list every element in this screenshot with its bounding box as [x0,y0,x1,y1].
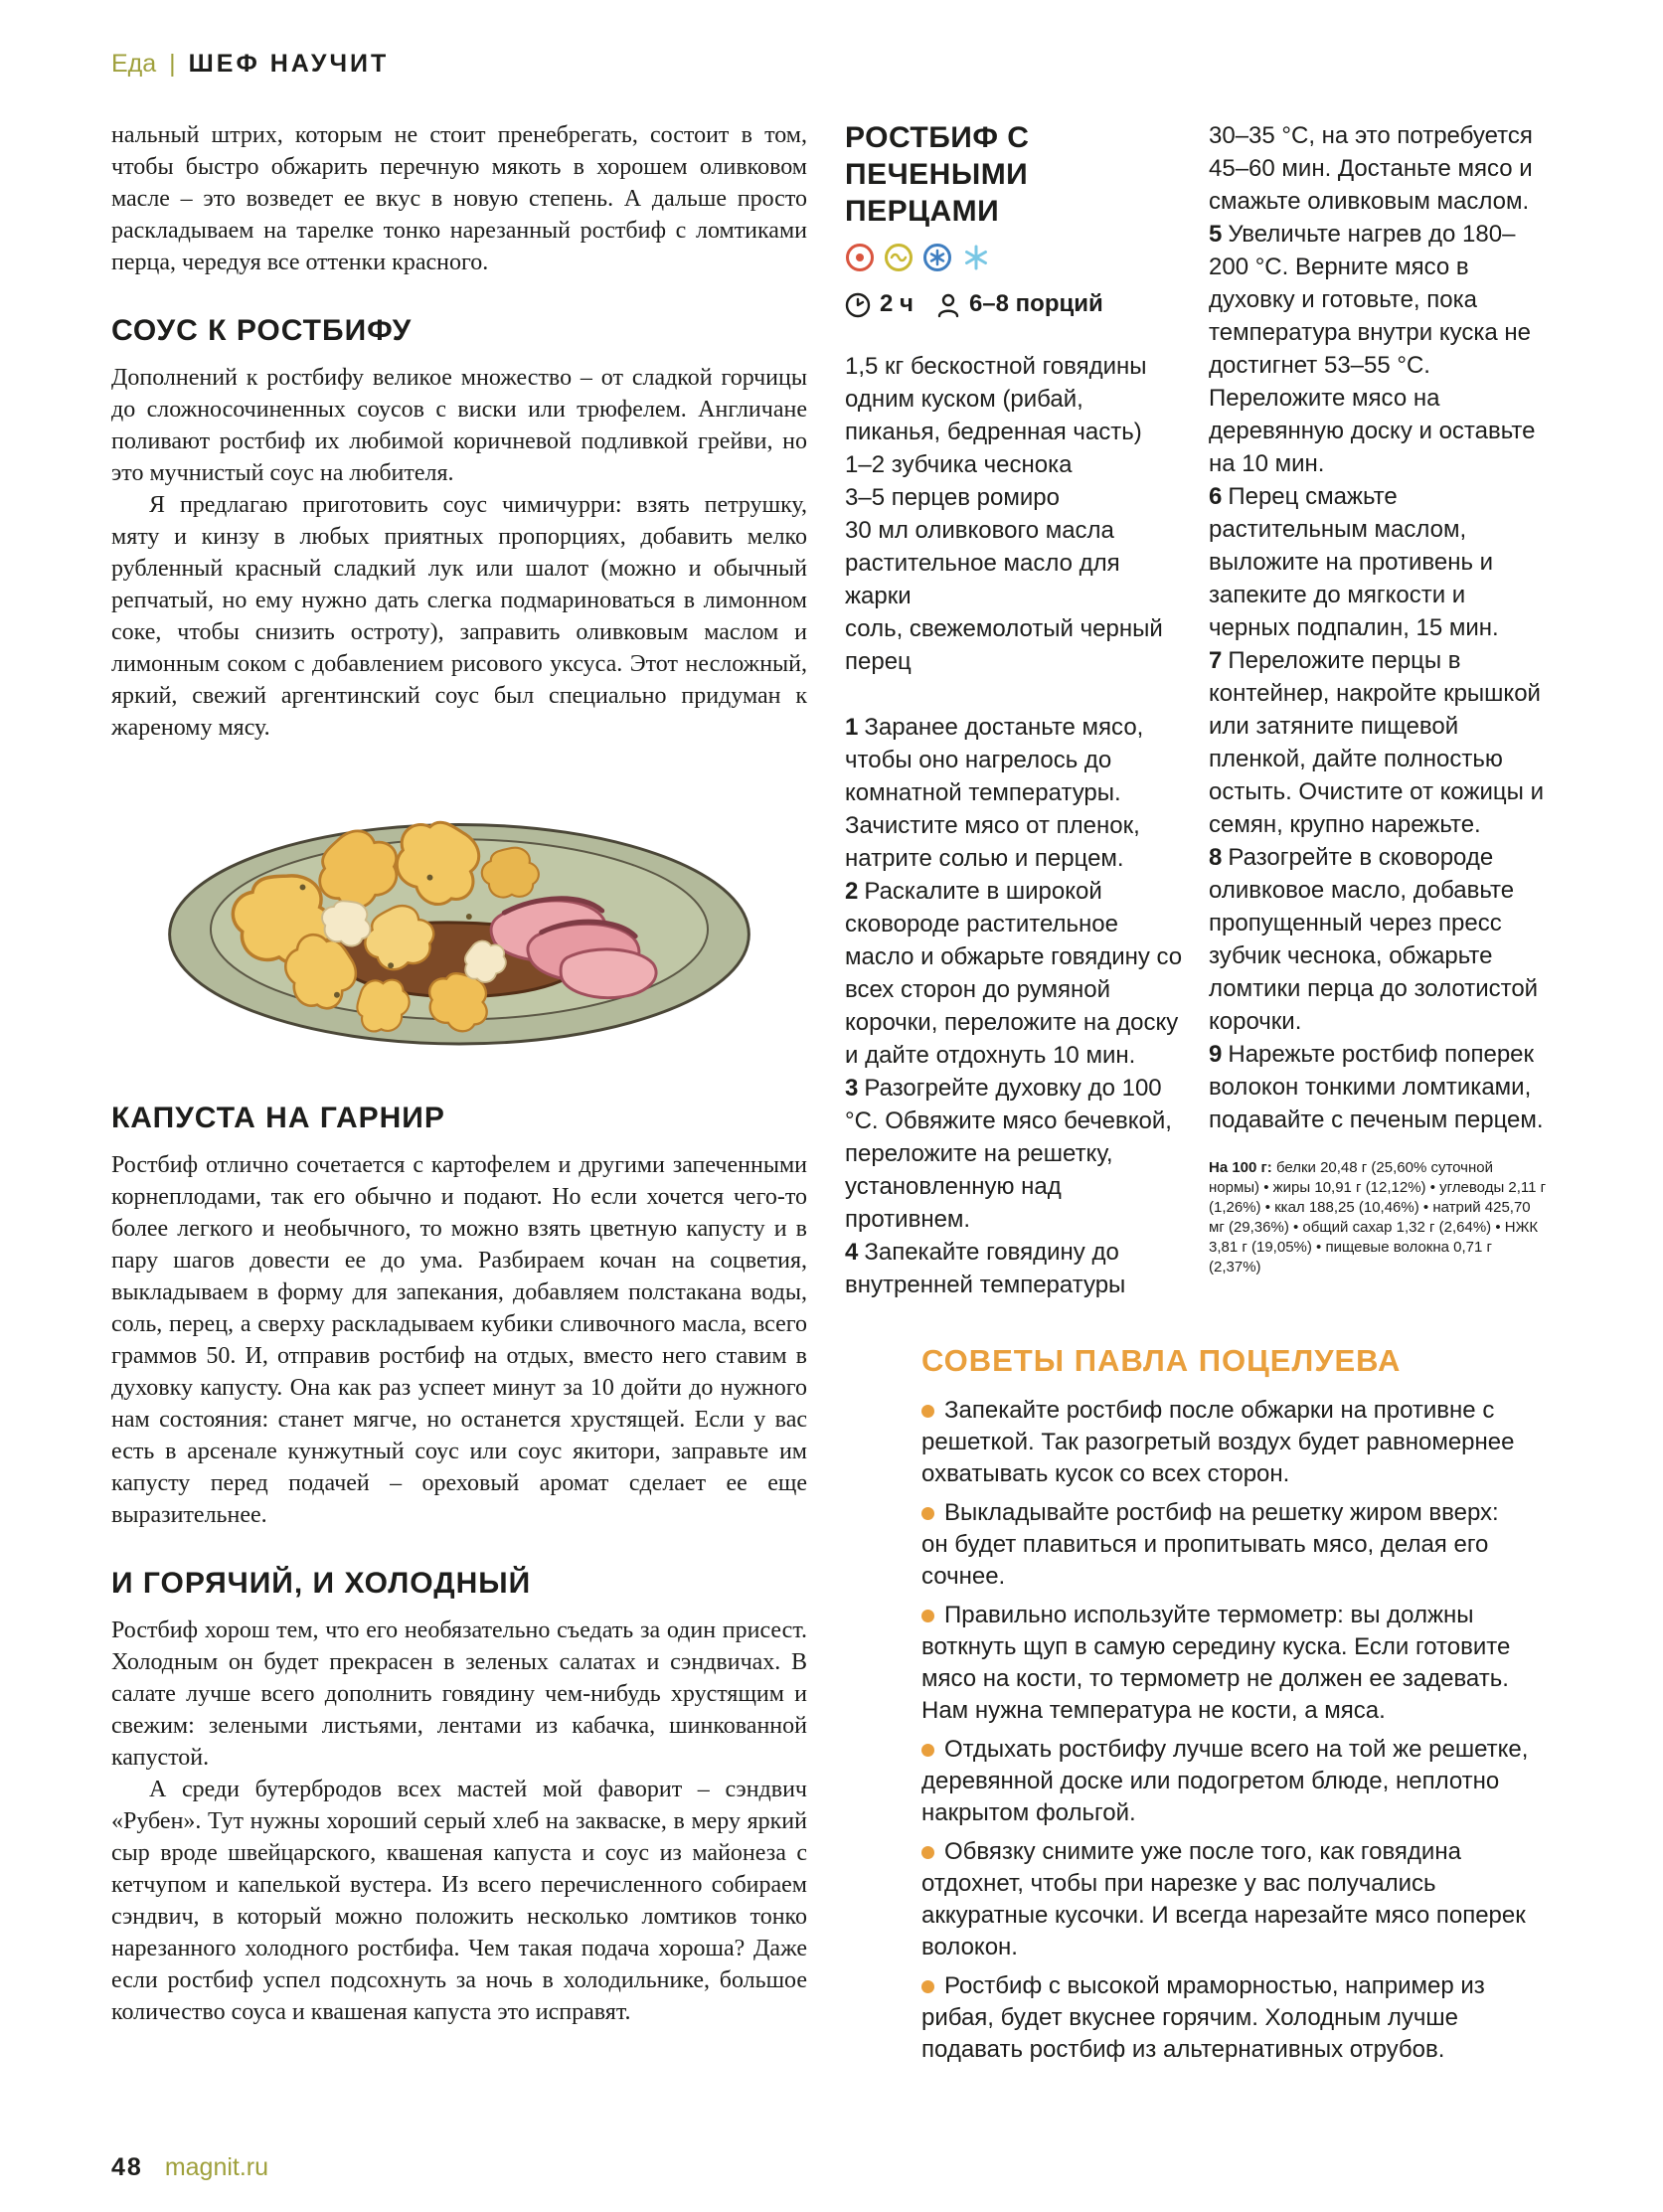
bullet-icon [921,1980,934,1993]
step-text: Заранее достаньте мясо, чтобы оно нагрелось до комнатной температуры. Зачистите мясо от пленок, натрите солью и перцем. [845,714,1144,872]
time-value: 2 ч [880,290,914,317]
attribute-icon-3 [922,243,952,272]
recipe-step [1209,480,1547,644]
intro-paragraph: нальный штрих, которым не стоит пренебрегать, состоит в том, чтобы быстро обжарить перечную мякоть в хорошем оливковом масле – это возведет ее вкус в новую степень. А дальше просто раскладываем на тарелке тонко нарезанный ростбиф с ломтиками перца, чередуя все оттенки красного. [111,122,807,275]
recipe-region [845,119,1547,2073]
hot-cold-paragraph-1: Ростбиф хорош тем, что его необязательно съедать за один присест. Холодным он будет прекрасен в зеленых салатах и сэндвичах. В салате лучше всего дополнить говядину чем-нибудь хрустящим и свежим: зелеными листьями, лентами из кабачка, шинкованной капустой. [111,1617,807,1771]
bullet-icon [921,1405,934,1418]
tip-text: Правильно используйте термометр: вы должны воткнуть щуп в самую середину куска. Если готовите мясо на кости, то термометр не должен ее задевать. Нам нужна температура не кости, а мяса. [921,1602,1511,1724]
bullet-icon [921,1846,934,1859]
ingredient-item: соль, свежемолотый черный перец [845,615,1163,675]
recipe-grid [845,119,1547,1301]
bullet-icon [921,1744,934,1757]
step-number: 8 [1209,844,1223,871]
tip-item [921,1734,1529,1829]
step-number: 6 [1209,483,1223,510]
recipe-attribute-icons [845,243,1183,272]
recipe-column-2 [1209,119,1547,1301]
feature-column [111,119,807,2073]
tip-item [921,1970,1529,2066]
sauce-paragraph-2: Я предлагаю приготовить соус чимичурри: взять петрушку, мяту и кинзу в любых приятных пропорциях, добавить мелко рубленный красный сладкий лук или шалот (можно и обычный репчатый, но ему нужно дать слегка подмариноваться в лимонном соке, чтобы снизить остроту), заправить оливковым маслом и лимонным соком с добавлением рисового уксуса. Этот несложный, яркий, свежий аргентинский соус был специально придуман к жареному мясу. [111,492,807,741]
snowflake-icon [961,243,991,272]
ingredient-item: 1–2 зубчика чеснока [845,451,1073,478]
recipe-title: РОСТБИФ С ПЕЧЕНЫМИ ПЕРЦАМИ [845,121,1030,228]
ingredient-item: 3–5 перцев ромиро [845,484,1060,511]
recipe-column-1 [845,119,1183,1301]
step-text: Раскалите в широкой сковороде растительное масло и обжарьте говядину со всех сторон до румяной корочки, переложите на доску и дайте отдохнуть 10 мин. [845,878,1183,1069]
step-text: Перец смажьте растительным маслом, выложите на противень и запеките до мягкости и черных подпалин, 15 мин. [1209,483,1499,641]
step-text: Нарежьте ростбиф поперек волокон тонкими ломтиками, подавайте с печеным перцем. [1209,1041,1544,1133]
tip-text: Запекайте ростбиф после обжарки на противне с решеткой. Так разогретый воздух будет равномернее охватывать кусок со всех сторон. [921,1397,1515,1487]
tip-text: Обвязку снимите уже после того, как говядина отдохнет, чтобы при нарезке у вас получались аккуратные кусочки. И всегда нарезайте мясо поперек волокон. [921,1838,1526,1960]
sauce-paragraph-1: Дополнений к ростбифу великое множество – от сладкой горчицы до сложносочиненных соусов с виски или трюфелем. Англичане поливают ростбиф их любимой коричневой подливкой грейви, но это мучнистый соус на любителя. [111,365,807,486]
tips-heading: СОВЕТЫ ПАВЛА ПОЦЕЛУЕВА [921,1343,1402,1378]
tip-item [921,1836,1529,1963]
step-text: Переложите перцы в контейнер, накройте крышкой или затяните пищевой пленкой, дайте полностью остыть. Очистите от кожицы и семян, крупно нарежьте. [1209,647,1544,838]
step-number: 7 [1209,647,1223,674]
clock-icon [845,287,871,320]
recipe-step [845,1236,1183,1301]
site-label: magnit.ru [164,2153,269,2181]
attribute-icon-1 [845,243,875,272]
steps-column-1 [845,711,1183,1301]
step-number: 5 [1209,221,1223,248]
tip-text: Выкладывайте ростбиф на решетку жиром вверх: он будет плавиться и пропитывать мясо, делая его сочнее. [921,1499,1499,1590]
step-number: 4 [845,1239,859,1266]
tips-section [921,1343,1547,2066]
page-header [111,50,389,79]
step-number: 9 [1209,1041,1223,1068]
bullet-icon [921,1507,934,1520]
tip-text: Отдыхать ростбифу лучше всего на той же решетке, деревянной доске или подогретом блюде, неплотно накрытом фольгой. [921,1736,1529,1826]
roast-beef-plate-illustration [111,767,807,1066]
rubric-label: Еда [111,50,157,78]
recipe-meta [845,287,1183,320]
ingredients-list [845,350,1183,678]
cabbage-paragraph: Ростбиф отлично сочетается с картофелем и другими запеченными корнеплодами, так его обычно и подают. Но если хочется чего-то более легкого и необычного, то можно взять цветную капусту и в пару шагов довести ее до ума. Разбираем кочан на соцветия, выкладываем в форму для запекания, добавляем полстакана воды, соль, перец, а сверху раскладываем кубики сливочного масла, всего граммов 50. И, отправив ростбиф на отдых, вместо него ставим в духовку капусту. Она как раз успеет минут за 10 дойти до нужного нам состояния: станет мягче, но останется хрустящей. Если у вас есть в арсенале кунжутный соус или соус якитори, заправьте им капусту перед подачей – ореховый аромат сделает ее еще выразительнее. [111,1152,807,1528]
nutrition-info [1209,1158,1547,1277]
step-text: Разогрейте в сковороде оливковое масло, добавьте пропущенный через пресс зубчик чеснока, обжарьте ломтики перца до золотистой корочки. [1209,844,1539,1035]
ingredient-item: 1,5 кг бескостной говядины одним куском (рибай, пиканья, бедренная часть) [845,353,1147,445]
ingredient-item: растительное масло для жарки [845,550,1120,609]
page-number: 48 [111,2153,143,2181]
attribute-icon-2 [884,243,914,272]
tip-item [921,1497,1529,1593]
step-text: 30–35 °C, на это потребуется 45–60 мин. Достаньте мясо и смажьте оливковым маслом. [1209,122,1533,215]
plate-illustration-svg [146,767,772,1066]
steps-column-2 [1209,119,1547,1136]
nutrition-text: белки 20,48 г (25,60% суточной нормы) • жиры 10,91 г (12,12%) • углеводы 2,11 г (1,26%) • ккал 188,25 (10,46%) • натрий 425,70 мг (29,36%) • общий сахар 1,32 г (2,64%) • НЖК 3,81 г (19,05%) • пищевые волокна 0,71 г (2,37%) [1209,1159,1547,1276]
recipe-step [845,1072,1183,1236]
section-heading-cabbage: КАПУСТА НА ГАРНИР [111,1102,445,1134]
header-divider: | [169,50,176,78]
servings-icon [936,287,960,320]
nutrition-label: На 100 г: [1209,1159,1272,1176]
step-number: 2 [845,878,859,905]
tip-item [921,1395,1529,1490]
recipe-step [845,711,1183,875]
step-text: Увеличьте нагрев до 180–200 °C. Верните мясо в духовку и готовьте, пока температура внутри куска не достигнет 53–55 °C. Переложите мясо на деревянную доску и оставьте на 10 мин. [1209,221,1536,477]
hot-cold-paragraph-2: А среди бутербродов всех мастей мой фаворит – сэндвич «Рубен». Тут нужны хороший серый хлеб на закваске, в меру яркий сыр вроде швейцарского, квашеная капуста и соус из майонеза с кетчупом и капелькой вустера. Из всего перечисленного собираем сэндвич, в который можно положить несколько ломтиков тонко нарезанного холодного ростбифа. Чем такая подача хороша? Даже если ростбиф успел подсохнуть за ночь в холодильнике, большое количество соуса и квашеная капуста это исправят. [111,1777,807,2025]
page-footer [111,2153,268,2182]
servings-value: 6–8 порций [968,290,1103,317]
step-number: 3 [845,1075,859,1102]
header-title: ШЕФ НАУЧИТ [188,50,390,78]
section-heading-hot-cold: И ГОРЯЧИЙ, И ХОЛОДНЫЙ [111,1567,532,1600]
ingredient-item: 30 мл оливкового масла [845,517,1114,544]
recipe-step [1209,1038,1547,1136]
recipe-step-continuation [1209,119,1547,218]
recipe-step [1209,218,1547,480]
tip-text: Ростбиф с высокой мраморностью, например из рибая, будет вкуснее горячим. Холодным лучше подавать ростбиф из альтернативных отрубов. [921,1972,1485,2063]
section-heading-sauce: СОУС К РОСТБИФУ [111,314,413,347]
bullet-icon [921,1610,934,1622]
step-text: Разогрейте духовку до 100 °C. Обвяжите мясо бечевкой, переложите на решетку, установленную над противнем. [845,1075,1172,1233]
step-number: 1 [845,714,859,741]
page-content [111,119,1547,2073]
step-text: Запекайте говядину до внутренней температуры [845,1239,1126,1298]
recipe-step [845,875,1183,1072]
tip-item [921,1600,1529,1727]
recipe-step [1209,644,1547,841]
recipe-step [1209,841,1547,1038]
